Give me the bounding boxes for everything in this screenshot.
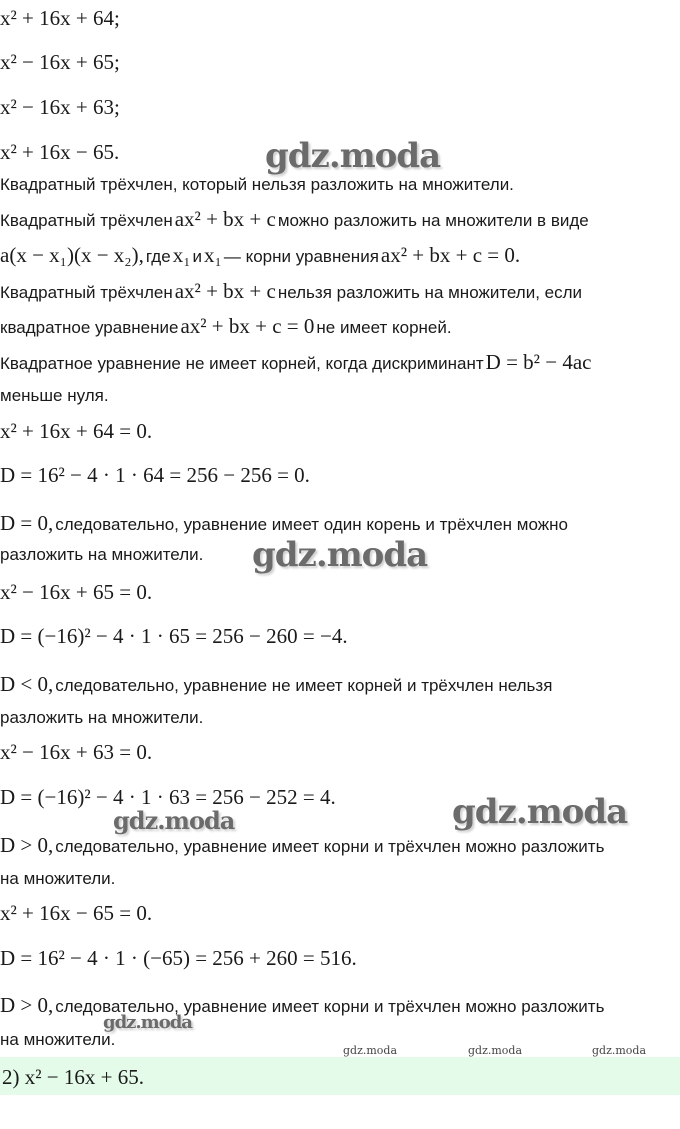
conclusion-3: [0, 833, 604, 858]
watermark: gdz.moda: [265, 136, 441, 176]
c2-text: следовательно, уравнение не имеет корней и трёхчлен нельзя: [55, 676, 553, 695]
p4-text-a: квадратное уравнение: [0, 318, 179, 337]
watermark: gdz.moda: [113, 806, 235, 835]
conclusion-4-cont: на множители.: [0, 1030, 116, 1049]
p4-math: ax² + bx + c = 0: [180, 314, 315, 338]
c4-text: следовательно, уравнение имеет корни и трёхчлен можно разложить: [55, 997, 605, 1016]
c1-text: следовательно, уравнение имеет один корень и трёхчлен можно: [55, 515, 568, 534]
paragraph-2: [0, 243, 522, 268]
c3-text: следовательно, уравнение имеет корни и трёхчлен можно разложить: [55, 837, 605, 856]
expr-4: x² + 16x − 65.: [0, 140, 120, 164]
watermark: gdz.moda: [452, 792, 628, 832]
p2-math-2: x₁: [172, 243, 191, 267]
c3-math: D > 0,: [0, 833, 54, 857]
expr-1: x² + 16x + 64;: [0, 6, 120, 30]
paragraph-3: [0, 279, 582, 304]
p3-text-b: нельзя разложить на множители, если: [277, 283, 583, 302]
watermark: gdz.moda: [252, 535, 428, 575]
p5-text-a: Квадратное уравнение не имеет корней, когда дискриминант: [0, 354, 484, 373]
expr-2: x² − 16x + 65;: [0, 50, 120, 74]
p3-text-a: Квадратный трёхчлен: [0, 283, 173, 302]
p3-math: ax² + bx + c: [174, 279, 276, 303]
c4-math: D > 0,: [0, 993, 54, 1017]
section-heading: Квадратный трёхчлен, который нельзя разложить на множители.: [0, 175, 514, 194]
answer-box: [0, 1057, 680, 1095]
p2-math-1: a(x − x₁)(x − x₂),: [0, 243, 144, 267]
paragraph-4: [0, 314, 452, 339]
discriminant-2: D = (−16)² − 4 · 1 · 65 = 256 − 260 = −4.: [0, 624, 348, 648]
watermark: gdz.moda: [343, 1044, 398, 1057]
conclusion-3-cont: на множители.: [0, 869, 116, 888]
watermark: gdz.moda: [468, 1044, 523, 1057]
p5-math: D = b² − 4ac: [485, 350, 592, 374]
paragraph-6: меньше нуля.: [0, 386, 109, 405]
p2-math-3: x₁: [204, 243, 222, 267]
conclusion-2-cont: разложить на множители.: [0, 708, 204, 727]
paragraph-5: [0, 350, 593, 375]
discriminant-1: D = 16² − 4 · 1 · 64 = 256 − 256 = 0.: [0, 463, 310, 487]
p1-math: ax² + bx + c: [174, 207, 276, 231]
p1-text-b: можно разложить на множители в виде: [277, 211, 589, 230]
p1-text-a: Квадратный трёхчлен: [0, 211, 173, 230]
equation-1: x² + 16x + 64 = 0.: [0, 419, 153, 443]
equation-4: x² + 16x − 65 = 0.: [0, 901, 153, 925]
watermark: gdz.moda: [592, 1044, 647, 1057]
p2-math-4: ax² + bx + c = 0.: [380, 243, 521, 267]
c2-math: D < 0,: [0, 672, 54, 696]
p2-text-c: — корни уравнения: [223, 247, 379, 266]
discriminant-3: D = (−16)² − 4 · 1 · 63 = 256 − 252 = 4.: [0, 785, 336, 809]
answer-text: 2) x² − 16x + 65.: [2, 1065, 144, 1089]
watermark: gdz.moda: [103, 1012, 192, 1033]
p2-text-a: где: [145, 247, 171, 266]
paragraph-1: [0, 207, 589, 232]
equation-2: x² − 16x + 65 = 0.: [0, 580, 153, 604]
discriminant-4: D = 16² − 4 · 1 · (−65) = 256 + 260 = 516.: [0, 946, 357, 970]
p4-text-b: не имеет корней.: [316, 318, 452, 337]
c1-math: D = 0,: [0, 511, 54, 535]
p2-text-b: и: [192, 247, 203, 266]
conclusion-4: [0, 993, 604, 1018]
conclusion-1: [0, 511, 568, 536]
conclusion-1-cont: разложить на множители.: [0, 545, 204, 564]
equation-3: x² − 16x + 63 = 0.: [0, 740, 153, 764]
expr-3: x² − 16x + 63;: [0, 95, 120, 119]
conclusion-2: [0, 672, 552, 697]
